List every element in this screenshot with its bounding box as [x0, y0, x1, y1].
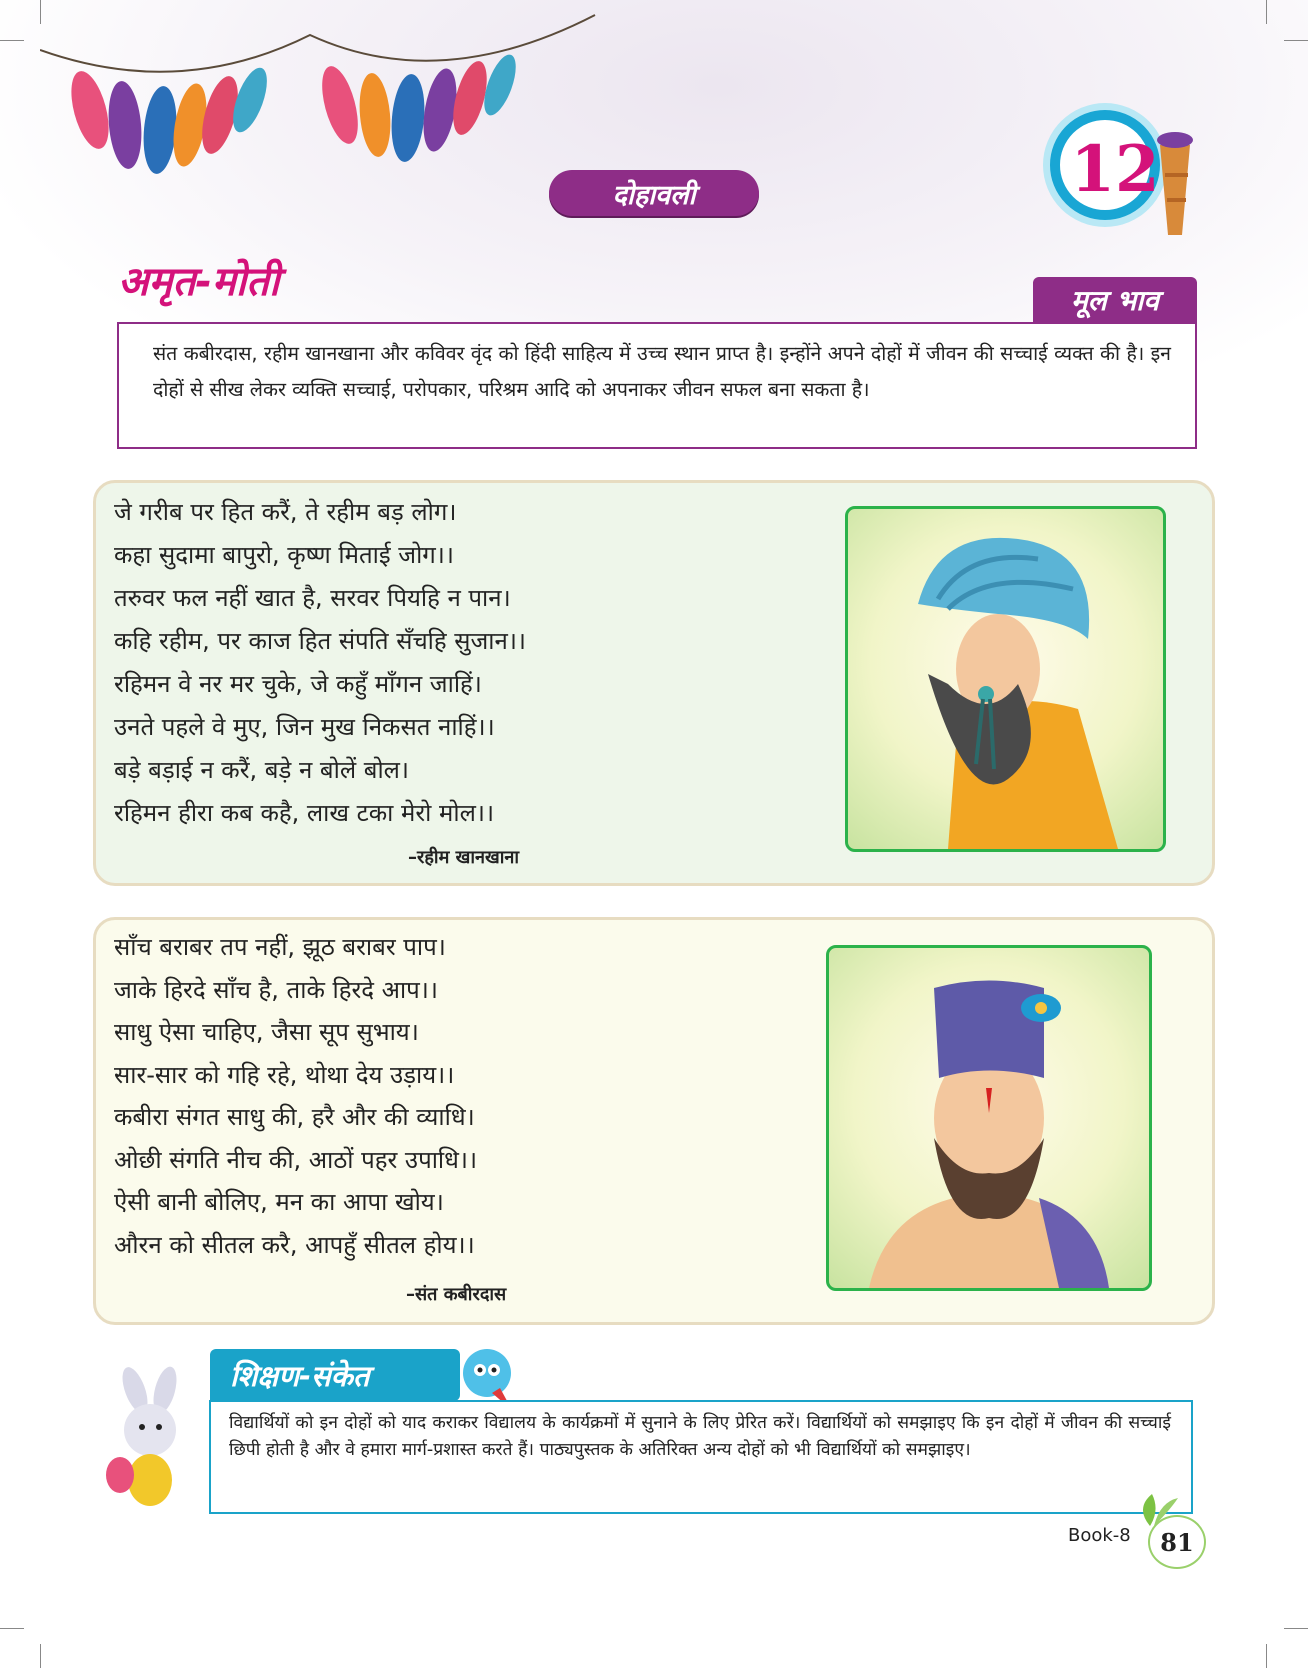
page-number: 81: [1148, 1515, 1206, 1569]
crop-mark: [1284, 1628, 1308, 1629]
summary-text: संत कबीरदास, रहीम खानखाना और कविवर वृंद को हिंदी साहित्य में उच्च स्थान प्राप्त है। इन्होंने अपने दोहों में जीवन की सच्चाई व्यक्त की है। इन दोहों से सीख लेकर व्यक्ति सच्चाई, परोपकार, परिश्रम आदि को अपनाकर जीवन सफल बना सकता है।: [153, 342, 1171, 401]
verse-line: तरुवर फल नहीं खात है, सरवर पियहि न पान।: [114, 584, 511, 612]
verse-list: [114, 926, 477, 1266]
crop-mark: [1284, 40, 1308, 41]
rabbit-mascot-illustration: [95, 1365, 205, 1515]
doha-card-kabir: [93, 917, 1215, 1325]
book-label: Book-8: [1068, 1525, 1131, 1546]
crop-mark: [1266, 1644, 1267, 1668]
verse-line: साधु ऐसा चाहिए, जैसा सूप सुभाय।: [114, 1018, 419, 1046]
verse-line: उनते पहले वे मुए, जिन मुख निकसत नाहिं।।: [114, 713, 495, 741]
crop-mark: [0, 1628, 24, 1629]
verse-line: रहिमन हीरा कब कहै, लाख टका मेरो मोल।।: [114, 799, 495, 827]
verse-line: कहा सुदामा बापुरो, कृष्ण मिताई जोग।।: [114, 541, 454, 569]
chapter-number: 12: [1070, 132, 1160, 207]
verse-line: जे गरीब पर हित करैं, ते रहीम बड़ लोग।: [114, 498, 457, 526]
verse-line: जाके हिरदे साँच है, ताके हिरदे आप।।: [114, 975, 439, 1004]
chapter-label: दोहावली: [549, 170, 759, 216]
summary-tab-label: मूल भाव: [1033, 277, 1197, 323]
verse-line: रहिमन वे नर मर चुके, जे कहुँ माँगन जाहिं।: [114, 670, 482, 698]
verse-line: कबीरा संगत साधु की, हरै और की व्याधि।: [114, 1103, 475, 1131]
rahim-portrait-illustration: [845, 506, 1166, 852]
verse-line: ऐसी बानी बोलिए, मन का आपा खोय।: [114, 1188, 444, 1216]
teaching-hint-title: शिक्षण-संकेत: [210, 1349, 460, 1401]
doha-card-rahim: [93, 480, 1215, 886]
kabir-portrait-illustration: [826, 945, 1152, 1291]
teaching-hint-text: विद्यार्थियों को इन दोहों को याद कराकर विद्यालय के कार्यक्रमों में सुनाने के लिए प्रेरित करें। विद्यार्थियों को समझाइए कि इन दोहों में जीवन की सच्चाई छिपी होती है और वे हमारा मार्ग-प्रशास्त करते हैं। पाठ्यपुस्तक के अतिरिक्त अन्य दोहों को भी विद्यार्थियों को समझाइए।: [229, 1413, 1171, 1460]
feather-garland-decoration: [40, 0, 600, 200]
poet-attribution: –संत कबीरदास: [406, 1284, 507, 1305]
verse-line: साँच बराबर तप नहीं, झूठ बराबर पाप।: [114, 933, 446, 961]
section-title: अमृत-मोती: [118, 259, 280, 305]
poet-attribution: –रहीम खानखाना: [408, 847, 520, 868]
verse-line: कहि रहीम, पर काज हित संपति सँचहि सुजान।।: [114, 627, 527, 655]
verse-line: औरन को सीतल करै, आपहुँ सीतल होय।।: [114, 1230, 475, 1259]
verse-line: सार-सार को गहि रहे, थोथा देय उड़ाय।।: [114, 1060, 455, 1089]
summary-box: [117, 322, 1197, 449]
verse-list: [114, 491, 526, 835]
crop-mark: [0, 40, 24, 41]
verse-line: ओछी संगति नीच की, आठों पहर उपाधि।।: [114, 1145, 478, 1174]
crop-mark: [40, 1644, 41, 1668]
verse-line: बड़े बड़ाई न करैं, बड़े न बोलें बोल।: [114, 756, 410, 784]
crop-mark: [1266, 0, 1267, 24]
teaching-hint-box: [209, 1400, 1193, 1514]
